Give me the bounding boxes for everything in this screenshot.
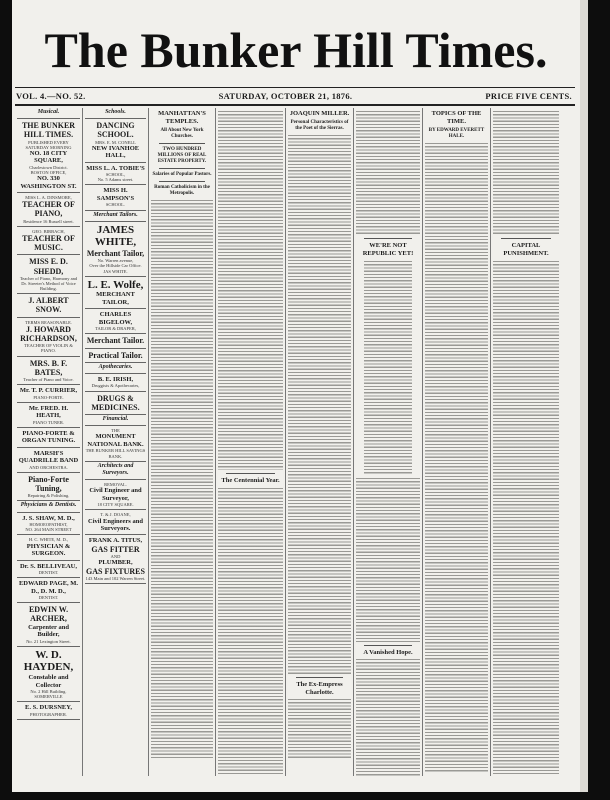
ads-column-business [83,108,149,776]
ad-line-detail: 143 Main and 102 Warren Street. [85,575,146,581]
advertisement [85,309,146,334]
ad-line-title: PHYSICIAN & SURGEON. [26,542,71,558]
article-body-text [356,110,420,235]
advertisement [17,385,80,403]
ad-category-heading: Musical. [17,108,80,119]
article-headline: CAPITAL PUNISHMENT. [503,242,549,257]
advertisement [85,510,146,535]
ad-line-detail: No. Warren avenue, [97,258,134,264]
ad-line-title: E. S. DURSNEY, [25,704,72,712]
article-body-text [218,487,283,776]
article-subhead: TWO HUNDRED MILLIONS OF REAL ESTATE PROPERTY. [157,146,207,164]
ad-line-detail: No. 5 Adams street. [97,177,134,183]
article-body-text [425,142,488,772]
ad-line-title: CHARLES BIGELOW, [98,311,133,326]
ad-category-heading: Architects and Surveyors. [85,462,146,480]
ad-line-detail: DENTIST. [38,570,59,576]
advertisement [17,193,80,227]
dateline [16,91,572,102]
advertisement [17,535,80,560]
ad-line-detail: NO. 264 MAIN STREET [25,527,72,533]
ad-line-detail: TERMS REASONABLE. [24,319,72,325]
ad-line-name: Piano-Forte Tuning, [28,474,69,494]
article-subhead: All About New York Churches. [160,127,204,139]
poem-title: WE'RE NOT REPUBLIC YET! [362,242,414,257]
advertisement [17,318,80,357]
advertisement [17,647,80,703]
ad-category-heading: Physicians & Dentists. [17,501,80,512]
article-subhead: Salaries of Popular Pastors. [152,171,212,177]
article-headline: JOAQUIN MILLER. [289,110,350,117]
ad-line-name: THE BUNKER HILL TIMES. [21,121,76,140]
advertisement [85,374,146,392]
ad-line-detail: Residence 16 Russell street. [23,218,74,224]
ad-line-name: J. HOWARD RICHARDSON, [20,324,77,344]
advertisement [17,578,80,603]
article-column [423,108,491,776]
ad-line-detail: No. 2 Hill Building. [30,689,67,694]
ad-line-detail: Druggists & Apothecaries, [91,383,140,389]
article-column [286,108,354,776]
ad-line-name: Merchant Tailor, [86,249,145,259]
ad-line-title: NO. 330 WASHINGTON ST. [20,175,77,190]
ad-line-name: TEACHER OF PIANO, [22,200,75,219]
issue-date: SATURDAY, OCTOBER 21, 1876. [218,91,353,101]
ad-line-title: NEW IVANHOE HALL, [91,144,140,160]
article-body-text [151,199,213,759]
advertisement [17,561,80,579]
advertisement [85,535,146,584]
ad-line-title: Dr. S. BELLIVEAU, [19,562,77,570]
ad-line-big: L. E. Wolfe, [87,278,144,291]
ad-line-detail: 18 CITY SQUARE. [97,502,134,508]
advertisement [17,227,80,256]
ad-line-title: Civil Engineers and Surveyors. [88,517,143,532]
ad-line-detail: GEO. BIRBACH, [32,228,65,234]
advertisement [85,392,146,415]
advertisement [17,448,80,473]
article-body-text [493,260,559,776]
ad-line-detail: BOSTON OFFICE, [30,170,67,176]
ad-line-detail: PHOTOGRAPHER. [29,711,68,717]
ad-line-detail: Charlestown District. [29,164,68,170]
article-subhead: Personal Characteristics of the Poet of the Sierras. [290,119,349,131]
article-body-text [356,477,420,642]
ad-line-detail: H. C. WHITE, M. D., [28,537,69,543]
advertisement [17,702,80,720]
article-subhead: Roman Catholicism in the Metropolis. [154,184,210,196]
article-body-text [493,110,559,235]
ad-line-name: MRS. B. F. BATES, [29,358,68,377]
advertisement [85,119,146,162]
ad-line-name: MISS E. D. SHEDD, [29,257,68,276]
advertisement [17,255,80,294]
advertisement [85,349,146,363]
ad-line-title: PLUMBER, [98,559,133,567]
ad-line-title: EDWARD PAGE, M. D., D. M. D., [18,580,79,595]
ad-line-name: Merchant Tailor. [86,336,145,346]
article-headline: The Centennial Year. [221,477,280,484]
ad-line-detail: No. 21 Lexington Street. [26,638,71,644]
ad-line-name: J. ALBERT SNOW. [28,296,69,315]
advertisement [85,222,146,277]
ad-line-name: EDWIN W. ARCHER, [28,605,69,624]
ad-line-name: DRUGS & MEDICINES. [91,393,140,412]
advertisement [17,428,80,448]
advertisement [85,163,146,186]
newspaper-page [12,0,580,792]
ad-line-title: Carpenter and Builder, [28,623,69,639]
ad-line-detail: TEACHER OF VIOLIN & PIANO. [24,343,73,354]
ad-line-name: TEACHER OF MUSIC. [22,234,75,253]
ad-line-detail: HOMOEOPATHIST, [29,522,68,528]
ad-line-detail: SCHOOL, [105,172,126,178]
advertisement [17,513,80,536]
ad-category-heading: Schools. [85,108,146,119]
ad-line-title: FRANK A. TITUS, [88,537,143,545]
ad-line-title: MISS L. A. TOBIE'S [86,164,145,172]
article-headline: A Vanished Hope. [363,648,413,656]
ad-line-detail: AND [110,554,121,560]
advertisement [17,357,80,386]
advertisement [17,603,80,646]
ad-line-name: GAS FIXTURES [86,566,145,576]
ad-line-detail: MRS. E. M. CONELL [95,139,136,145]
ad-line-detail: MISS L. A. DINSMORE, [25,195,72,201]
article-column [216,108,286,776]
article-body-text [218,110,283,470]
ad-line-detail: THE BUNKER HILL SAVINGS BANK. [85,448,146,459]
ad-line-detail: Over the Hillside Car Office. [89,263,142,269]
ads-column-musical [15,108,83,776]
page-edge [580,0,588,792]
advertisement [17,294,80,317]
advertisement [85,426,146,461]
ad-line-detail: REMOVAL. [104,482,127,488]
ad-line-detail: THE [111,428,120,434]
article-column [491,108,561,776]
article-column [354,108,423,776]
ad-line-title: MONUMENT NATIONAL BANK. [87,433,144,448]
ad-line-detail: PUBLISHED EVERY SATURDAY MORNING [25,139,72,150]
ad-line-title: Constable and Collector [28,674,69,689]
volume-number: VOL. 4.—NO. 52. [16,91,86,101]
article-body-text [288,134,351,674]
ad-line-title: MISS H. SAMPSON'S [96,187,135,202]
ad-line-detail: SCHOOL. [105,202,126,208]
article-column [149,108,216,776]
article-body-text [356,658,420,776]
ad-category-heading: Merchant Tailors. [85,211,146,222]
ad-line-title: MERCHANT TAILOR, [96,291,135,306]
ad-line-detail: JAS WHITE. [103,268,128,274]
ad-line-title: J. S. SHAW, M. D., [22,514,75,522]
ad-line-detail: Repairing & Polishing. [27,493,70,499]
ad-category-heading: Financial. [85,415,146,426]
ad-line-detail: SOMERVILLE [34,694,63,700]
ad-line-title: Mr. FRED. H. HEATH, [28,404,69,420]
ad-line-detail: T. & J. DOANE, [100,512,131,518]
ad-category-heading: Apothecaries. [85,363,146,374]
article-body-text [288,698,351,758]
article-headline: TOPICS OF THE TIME. [431,110,482,125]
ad-line-detail: PIANO-FORTE. [33,394,64,400]
advertisement [85,277,146,310]
article-headline: The Ex-Empress Charlotte. [296,680,343,696]
ad-line-detail: DENTIST. [38,595,59,601]
ad-line-big: W. D. HAYDEN, [23,648,74,674]
ad-line-detail: Teacher of Piano and Voice. [23,376,74,382]
article-headline: MANHATTAN'S TEMPLES. [158,110,206,125]
advertisement [85,480,146,510]
ad-line-detail: TAILOR & DRAPER, [95,326,136,332]
ad-line-title: PIANO-FORTE & ORGAN TUNING. [21,429,76,445]
advertisement [85,334,146,348]
ad-line-title: NO. 18 CITY SQUARE, [29,149,68,165]
advertisement [17,119,80,193]
ad-line-name: Practical Tailor. [88,350,143,360]
masthead-title: The Bunker Hill Times. [44,22,548,78]
article-byline: BY EDWARD EVERETT HALE. [428,127,485,139]
ad-line-detail: PIANO TUNER. [33,419,64,425]
ad-line-title: Mr. T. P. CURRIER, [19,387,78,395]
ad-line-detail: Teacher of Piano, Harmony and Dr. Streeter's Method of Voice Building. [19,275,78,292]
ad-line-name: DANCING SCHOOL. [96,121,135,140]
poem-text [364,260,412,475]
price: PRICE FIVE CENTS. [485,91,572,101]
advertisement [85,185,146,210]
ad-line-detail: AND ORCHESTRA. [29,464,68,470]
ad-line-name: GAS FITTER [91,544,140,554]
divider [15,104,575,106]
divider [15,87,575,88]
advertisement [17,403,80,428]
advertisement [17,473,80,502]
ad-line-title: Civil Engineer and Surveyor, [89,487,142,502]
ad-line-title: MARSH'S QUADRILLE BAND [18,449,79,465]
ad-line-big: JAMES WHITE, [94,223,137,249]
ad-line-title: B. E. IRISH, [97,376,134,384]
